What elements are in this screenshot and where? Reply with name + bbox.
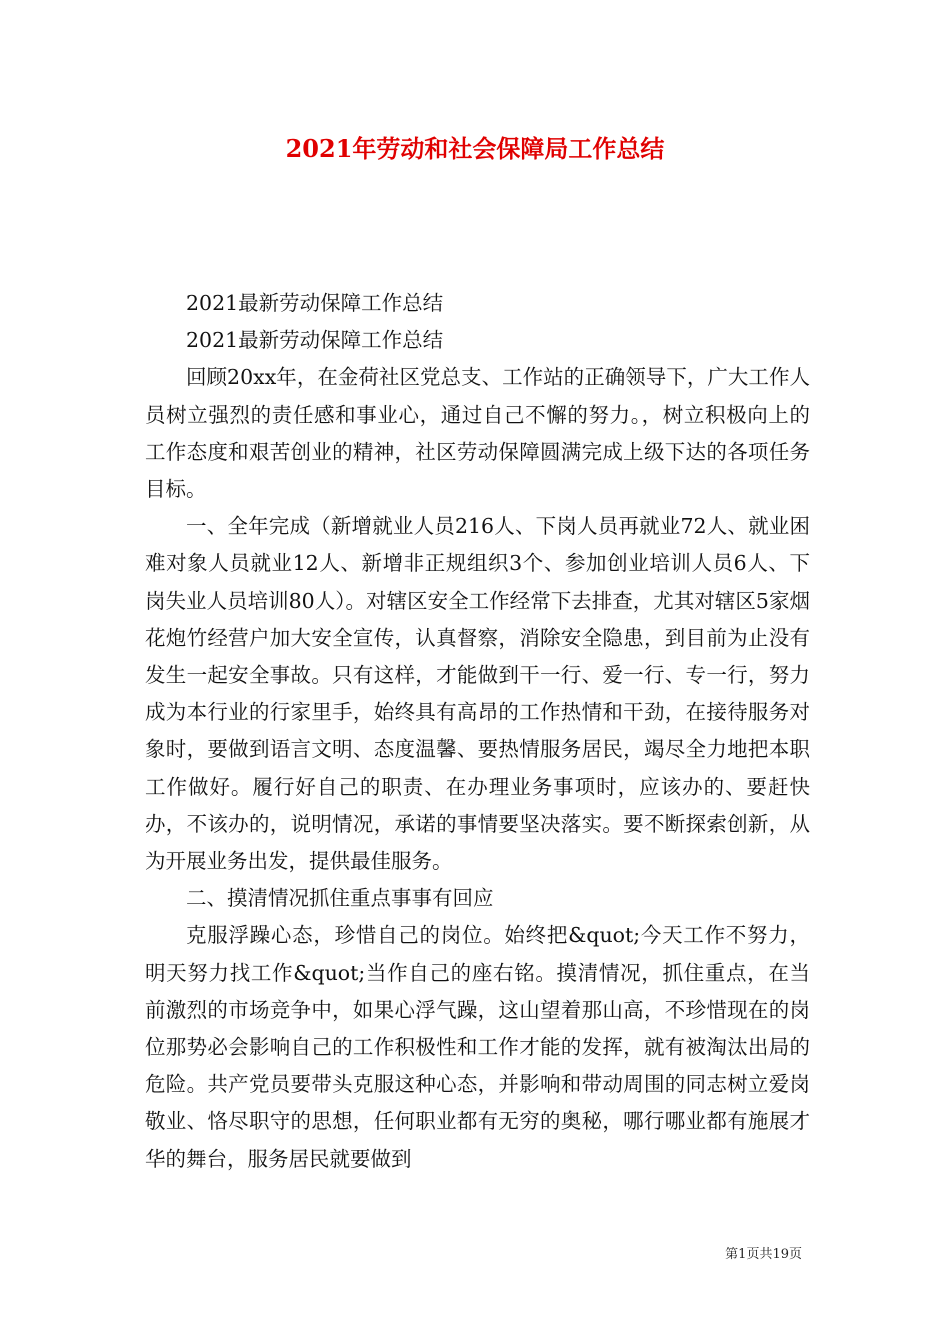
paragraph-subtitle-2: 2021最新劳动保障工作总结 — [186, 328, 444, 353]
paragraph-subtitle-1: 2021最新劳动保障工作总结 — [186, 291, 444, 315]
document-title: 2021年劳动和社会保障局工作总结 — [285, 134, 665, 163]
page-number: 第1页共19页 — [725, 1247, 802, 1262]
document-body — [145, 285, 810, 1178]
paragraph-section-one: 一、全年完成（新增就业人员216人、下岗人员再就业72人、就业困难对象人员就业12人、新增非正规组织3个、参加创业培训人员6人、下岗失业人员培训80人）。对辖区安全工作经常下去排查，尤其对辖区5家烟花炮竹经营户加大安全宣传，认真督察，消除安全隐患，到目前为止没有发生一起安全事故。只有这样，才能做到干一行、爱一行、专一行，努力成为本行业的行家里手，始终具有高昂的工作热情和干劲，在接待服务对象时，要做到语言文明、态度温馨、要热情服务居民，竭尽全力地把本职工作做好。履行好自己的职责、在办理业务事项时，应该办的、要赶快办，不该办的，说明情况，承诺的事情要坚决落实。要不断探索创新，从为开展业务出发，提供最佳服务。 — [145, 514, 810, 874]
paragraph-section-two-heading: 二、摸清情况抓住重点事事有回应 — [186, 886, 494, 911]
paragraph-section-two-body: 克服浮躁心态，珍惜自己的岗位。始终把&quot;今天工作不努力，明天努力找工作&quot;当作自己的座右铭。摸清情况，抓住重点，在当前激烈的市场竞争中，如果心浮气躁，这山望着那山高，不珍惜现在的岗位那势必会影响自己的工作积极性和工作才能的发挥，就有被淘汰出局的危险。共产党员要带头克服这种心态，并影响和带动周围的同志树立爱岗敬业、恪尽职守的思想，任何职业都有无穷的奥秘，哪行哪业都有施展才华的舞台，服务居民就要做到 — [145, 923, 810, 1171]
paragraph-review: 回顾20xx年，在金荷社区党总支、工作站的正确领导下，广大工作人员树立强烈的责任感和事业心，通过自己不懈的努力。，树立积极向上的工作态度和艰苦创业的精神，社区劳动保障圆满完成上级下达的各项任务目标。 — [145, 365, 810, 502]
